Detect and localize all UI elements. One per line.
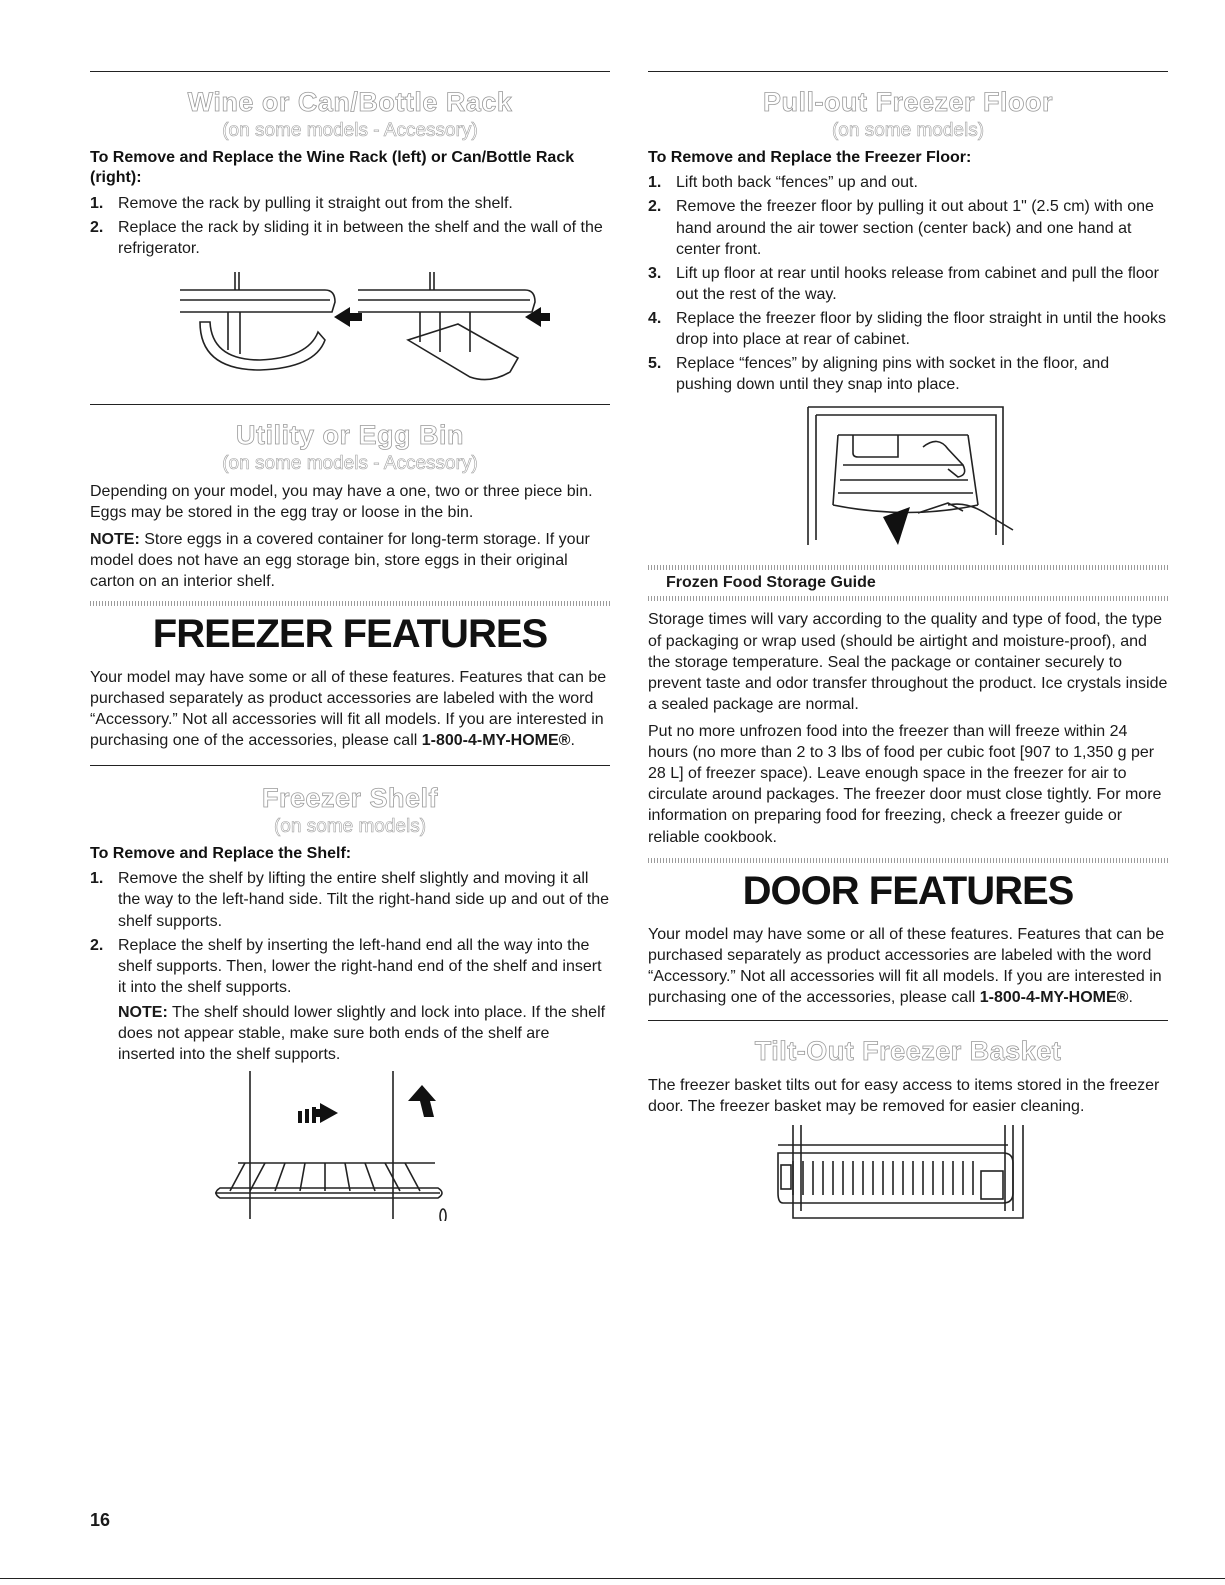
left-column [90,60,610,1221]
freezer-basket-illustration [773,1123,1043,1223]
list-item: 3. Lift up floor at rear until hooks release from cabinet and pull the floor out the rest of the way. [648,264,1159,303]
wine-rack-title: Wine or Can/Bottle Rack [187,87,513,117]
wine-rack-steps [90,193,610,259]
tilt-basket-body: The freezer basket tilts out for easy access to items stored in the freezer door. The freezer basket may be removed for easier cleaning. [648,1076,1160,1115]
pullout-floor-subtitle: (on some models) [831,119,985,141]
right-column [648,60,1168,1223]
list-item: 5. Replace “fences” by aligning pins with socket in the floor, and pushing down until they snap into place. [648,355,1110,394]
wine-rack-illustration [140,262,560,390]
wine-rack-procedure: To Remove and Replace the Wine Rack (left) or Can/Bottle Rack (right): [90,148,575,187]
pullout-floor-steps [648,172,1168,395]
page-bottom-rule [0,1578,1225,1579]
page-number: 16 [90,1510,111,1530]
storage-guide-paragraph: Storage times will vary according to the quality and type of food, the type of packaging or wrap used (should be airtight and moisture-proof), and the storage temperature. Seal the package or container securely to prevent taste and odor transfer throughout the product. Ice crystals inside a sealed package are normal. [648,611,1168,713]
freezer-shelf-subtitle: (on some models) [273,815,427,837]
freezer-shelf-illustration [210,1071,490,1221]
storage-guide-paragraph: Put no more unfrozen food into the freezer than will freeze within 24 hours (no more than 2 to 3 lbs of food per cubic foot [907 to 1,350 g per 28 L] of freezer space). Leave enough space in the freezer for air to circulate around packages. The freezer door must close tightly. For more information on preparing food for freezing, check a freezer guide or reliable cookbook. [648,722,1162,846]
utility-bin-title: Utility or Egg Bin [236,420,464,451]
door-features-heading: DOOR FEATURES [742,868,1074,913]
list-item: 4. Replace the freezer floor by sliding the floor straight in until the hooks drop into place at rear of cabinet. [648,309,1167,349]
pullout-floor-procedure: To Remove and Replace the Freezer Floor: [648,148,972,166]
freezer-features-heading: FREEZER FEATURES [152,611,548,656]
list-item: 2. Replace the rack by sliding it in between the shelf and the wall of the refrigerator. [90,219,603,258]
hatched-divider [648,858,1168,863]
freezer-shelf-steps [90,868,610,1065]
list-item: 2. Remove the freezer floor by pulling it out about 1" (2.5 cm) with one hand around the air tower section (center back) and one hand at center front. [648,198,1154,258]
phone-number: 1-800-4-MY-HOME® [979,988,1129,1006]
phone-number: 1-800-4-MY-HOME® [421,731,571,749]
wine-rack-subtitle: (on some models - Accessory) [222,119,478,141]
utility-bin-subtitle: (on some models - Accessory) [222,453,478,475]
utility-bin-body: Depending on your model, you may have a one, two or three piece bin. Eggs may be stored in the egg tray or loose in the bin. [90,482,593,522]
freezer-floor-illustration [798,405,1018,555]
hatched-divider [90,601,610,606]
tilt-basket-title: Tilt-Out Freezer Basket [754,1036,1062,1067]
list-item: 2. Replace the shelf by inserting the left-hand end all the way into the shelf supports. Then, lower the right-hand end of the shelf and insert it into the shelf supports. NOTE: The shelf should lower slightly and lock into place. If the shelf does not appear stable, make sure both ends of the shelf are inserted into the shelf supports. [90,935,610,1066]
door-features-body: Your model may have some or all of these features. Features that can be purchased separately as product accessories are labeled with the word “Accessory.” Not all accessories will fit all models. If you are interested in purchasing one of the accessories, please call 1-800-4-MY-HOME®. [648,925,1165,1006]
list-item: 1. Remove the shelf by lifting the entire shelf slightly and moving it all the way to the left-hand side. Tilt the right-hand side up and out of the shelf supports. [90,870,609,930]
pullout-floor-title: Pull-out Freezer Floor [762,87,1054,117]
freezer-shelf-title: Freezer Shelf [261,782,439,813]
list-item: 1. Lift both back “fences” up and out. [648,174,918,192]
freezer-shelf-note: NOTE: The shelf should lower slightly and lock into place. If the shelf does not appear stable, make sure both ends of the shelf are inserted into the shelf supports. [118,1003,606,1064]
list-item: 1. Remove the rack by pulling it straight out from the shelf. [90,195,513,213]
utility-bin-note: NOTE: Store eggs in a covered container for long-term storage. If your model does not have an egg storage bin, store eggs in their original carton on an interior shelf. [90,531,590,591]
hatched-divider [648,596,1168,601]
freezer-features-body: Your model may have some or all of these features. Features that can be purchased separately as product accessories are labeled with the word “Accessory.” Not all accessories will fit all models. If you are interested in purchasing one of the accessories, please call 1-800-4-MY-HOME®. [90,668,607,749]
freezer-shelf-procedure: To Remove and Replace the Shelf: [90,844,352,862]
storage-guide-title: Frozen Food Storage Guide [666,574,876,592]
